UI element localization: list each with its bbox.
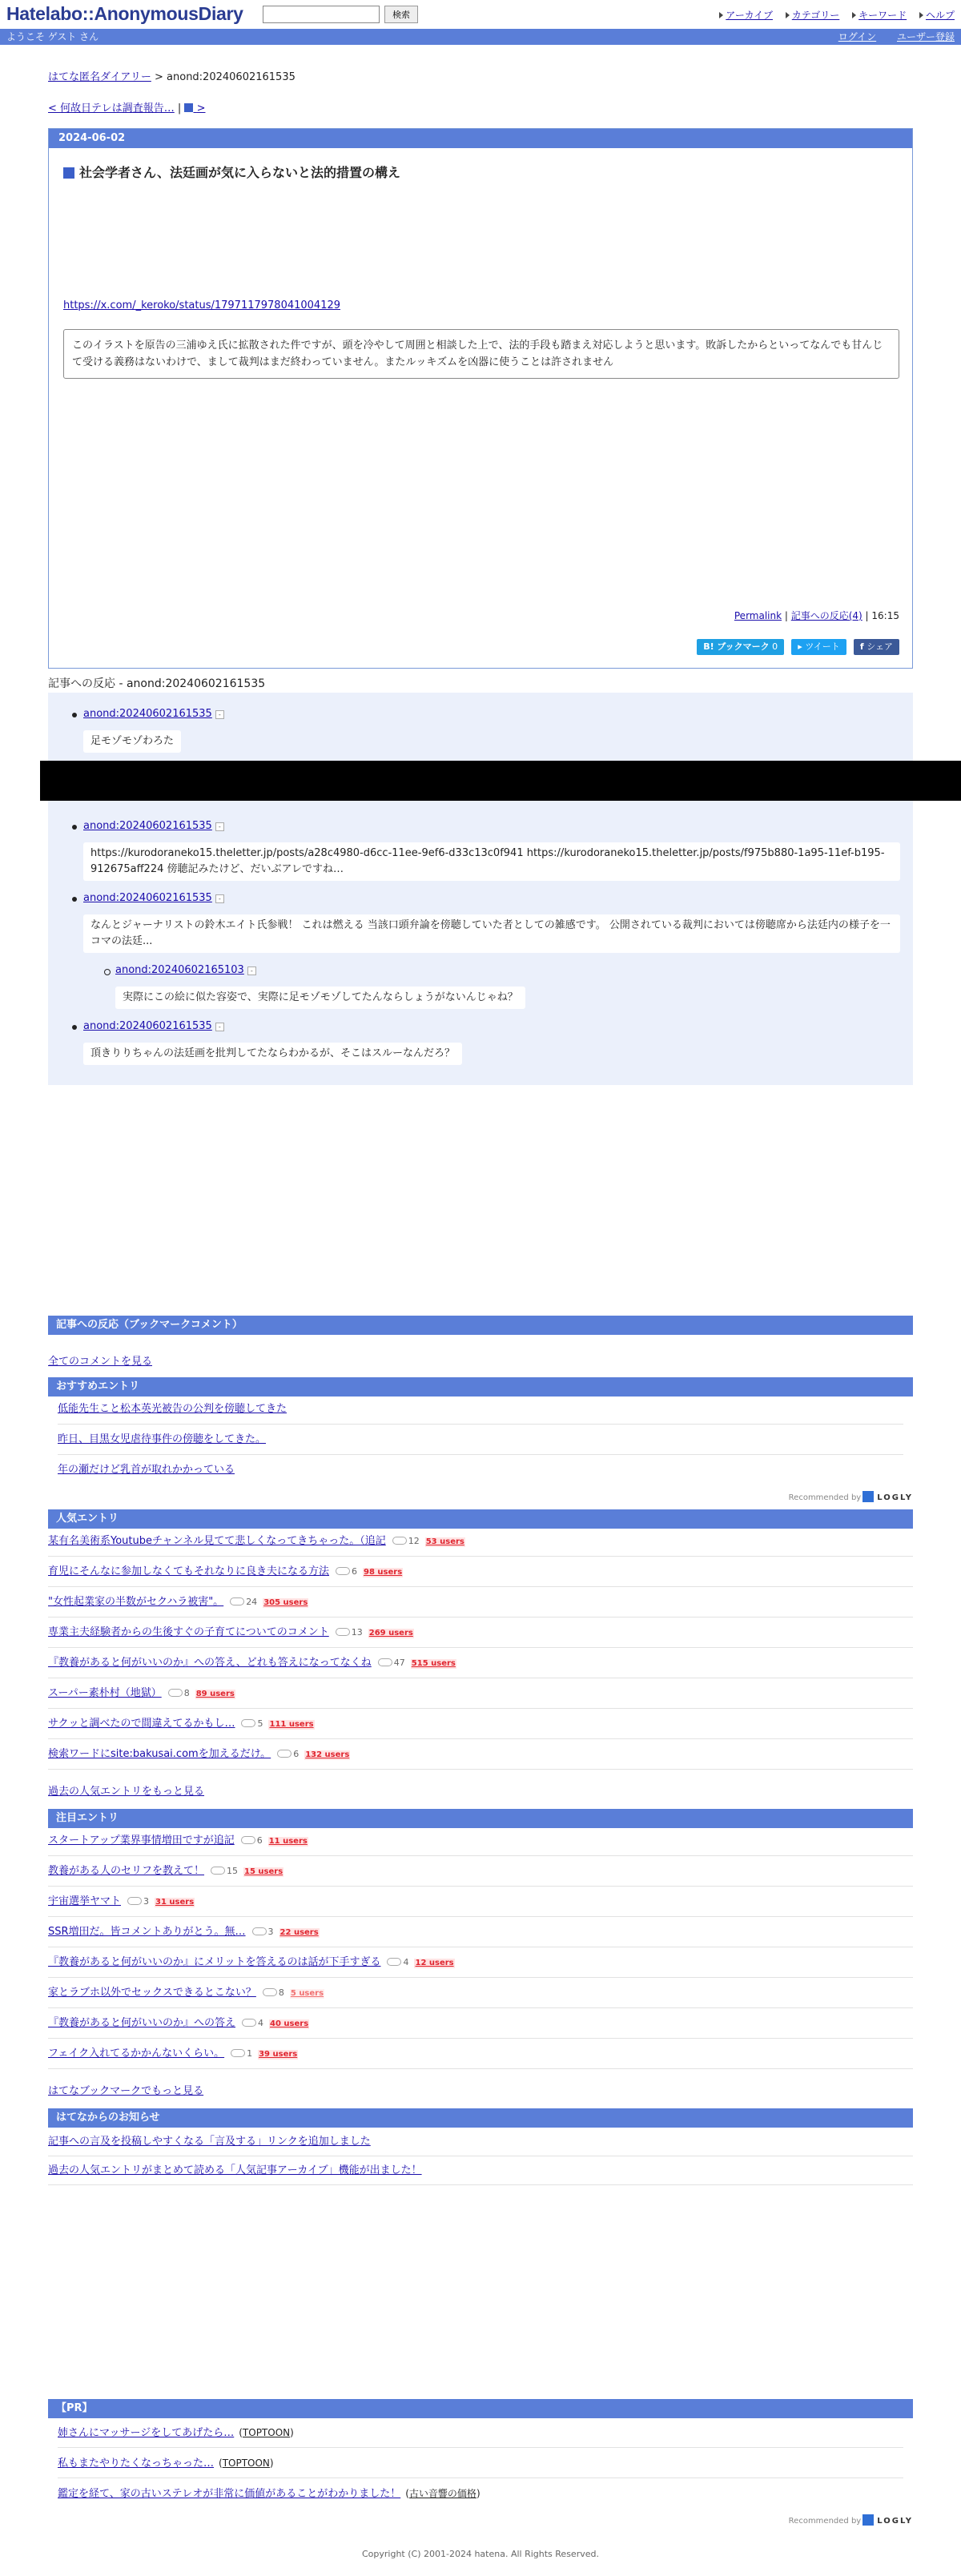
- recommended-link[interactable]: 年の瀬だけど乳首が取れかかっている: [58, 1464, 235, 1476]
- popular-entry: [48, 1739, 913, 1770]
- comment-count-value: 6: [256, 1835, 263, 1846]
- comment-count-value: 4: [403, 1957, 409, 1967]
- comment-bubble-icon: [387, 1958, 401, 1966]
- popular-entry: [48, 1648, 913, 1678]
- comment-count-value: 5: [257, 1718, 263, 1729]
- collapse-toggle-icon[interactable]: -: [215, 894, 224, 903]
- bookmark-users-badge[interactable]: 98 users: [364, 1568, 403, 1577]
- breadcrumb-current: anond:20240602161535: [167, 71, 296, 83]
- site-logo[interactable]: Hatelabo::AnonymousDiary: [6, 3, 243, 24]
- next-entry-link[interactable]: [184, 102, 205, 115]
- search-input[interactable]: [263, 6, 380, 23]
- facebook-share-label: シェア: [867, 641, 893, 652]
- pr-link[interactable]: 鑑定を経て、家の古いステレオが非常に価値があることがわかりました！: [58, 2488, 401, 2500]
- attention-entry: [48, 1826, 913, 1856]
- bookmark-users-badge[interactable]: 15 users: [244, 1867, 283, 1876]
- recommended-link[interactable]: 昨日、目黒女児虐待事件の傍聴をしてきた。: [58, 1433, 267, 1445]
- popular-entry-link[interactable]: 専業主夫経験者からの生後すぐの子育てについてのコメント: [48, 1626, 329, 1638]
- attention-entry: [48, 2039, 913, 2069]
- comment-bubble-icon: [241, 1719, 255, 1727]
- comment-count-value: 12: [408, 1536, 420, 1546]
- recommended-link[interactable]: 低能先生こと松本英光被告の公判を傍聴してきた: [58, 1403, 287, 1415]
- comment-count[interactable]: [252, 1917, 274, 1947]
- breadcrumb: [48, 68, 296, 83]
- comment-count[interactable]: [336, 1557, 357, 1587]
- entry-title: [63, 163, 400, 181]
- welcome-bar: [0, 29, 961, 45]
- response-author[interactable]: anond:20240602161535: [83, 820, 212, 832]
- comment-count-value: 1: [247, 2048, 253, 2059]
- pr-source: (TOPTOON): [219, 2457, 274, 2469]
- comment-count-value: 8: [183, 1688, 190, 1698]
- breadcrumb-separator: >: [154, 71, 163, 83]
- collapse-toggle-icon[interactable]: -: [247, 967, 256, 975]
- attention-entry: [48, 1887, 913, 1917]
- bookmark-users-badge[interactable]: 22 users: [279, 1928, 319, 1937]
- facebook-icon: f: [859, 641, 864, 652]
- comment-count[interactable]: [231, 2039, 252, 2069]
- comment-count[interactable]: [336, 1618, 363, 1648]
- comment-count[interactable]: [168, 1678, 190, 1709]
- responses-title: 記事への反応 - anond:20240602161535: [48, 677, 266, 690]
- hatena-bookmark-button[interactable]: [697, 639, 784, 655]
- facebook-share-button[interactable]: [854, 639, 899, 655]
- pr-source-link[interactable]: 古い音響の価格: [408, 2488, 476, 2499]
- nav-archive[interactable]: [719, 10, 773, 21]
- recommended-item: [58, 1425, 903, 1455]
- pr-source-link[interactable]: TOPTOON: [242, 2427, 291, 2438]
- bookmark-users-badge[interactable]: 39 users: [259, 2050, 298, 2059]
- bookmark-users-badge[interactable]: 11 users: [268, 1837, 308, 1846]
- response-text: なんとジャーナリストの鈴木エイト氏参戦！ これは燃える 当該口頭弁論を傍聴していた者としての雑感です。 公開されている裁判においては傍聴席から法廷内の様子を一コマの法廷...: [83, 914, 900, 953]
- pr-credit: [789, 2514, 913, 2526]
- notice-header: はてなからのお知らせ: [48, 2108, 913, 2128]
- popular-entry-link[interactable]: 検索ワードにsite:bakusai.comを加えるだけ。: [48, 1748, 271, 1760]
- entry-footer: Permalink | 記事への反応(4) | 16:15: [734, 610, 899, 621]
- diary-day: [48, 128, 913, 669]
- bookmark-users-badge[interactable]: 132 users: [305, 1750, 350, 1759]
- register-link[interactable]: ユーザー登録: [896, 31, 955, 42]
- logly-brand[interactable]: LOGLY: [877, 2517, 913, 2526]
- logly-brand[interactable]: LOGLY: [877, 1493, 913, 1502]
- comment-bubble-icon: [392, 1537, 407, 1545]
- collapse-toggle-icon[interactable]: -: [215, 822, 224, 831]
- popular-entry-link[interactable]: スーパー素朴村（地獄）: [48, 1687, 162, 1699]
- pr-link[interactable]: 姉さんにマッサージをしてあげたら…: [58, 2427, 235, 2439]
- bookmark-users-badge[interactable]: 515 users: [411, 1659, 456, 1668]
- comment-count[interactable]: [127, 1887, 149, 1917]
- credit-text: Recommended by: [788, 2517, 862, 2526]
- day-date: 2024-06-02: [49, 129, 912, 148]
- response-author[interactable]: anond:20240602161535: [83, 892, 212, 904]
- login-link[interactable]: ログイン: [838, 31, 877, 42]
- welcome-text: ようこそ ゲスト さん: [6, 31, 99, 42]
- notice-link[interactable]: 過去の人気エントリがまとめて読める「人気記事アーカイブ」機能が出ました！: [48, 2164, 422, 2176]
- comment-count-value: 47: [393, 1658, 405, 1668]
- top-bar: [0, 0, 961, 29]
- notice-link[interactable]: 記事への言及を投稿しやすくなる「言及する」リンクを追加しました: [48, 2136, 371, 2148]
- triangle-right-icon: [719, 12, 723, 18]
- comment-count-value: 13: [351, 1627, 363, 1638]
- comment-count[interactable]: [242, 2008, 263, 2039]
- comment-count-value: 15: [227, 1866, 239, 1876]
- nav-help[interactable]: [919, 10, 955, 21]
- entry-anchor[interactable]: [63, 165, 79, 180]
- recommended-credit: [789, 1491, 913, 1502]
- triangle-right-icon: [786, 12, 790, 18]
- entry-quote: このイラストを原告の三浦ゆえ氏に拡散された件ですが、頭を冷やして周囲と相談した上で、法的手段も踏まえ対応しようと思います。敗訴したからといってなんでも甘んじて受ける義務はないわけで、まして裁判はまだ終わっていません。またルッキズムを凶器に使うことは許されません: [63, 329, 899, 379]
- recommended-item: [58, 1455, 903, 1485]
- response-author[interactable]: anond:20240602165103: [115, 964, 244, 976]
- bird-icon: ▸: [798, 641, 802, 652]
- comment-bubble-icon: [168, 1689, 183, 1697]
- popular-entry-link[interactable]: 『教養があると何がいいのか』への答え、どれも答えになってなくね: [48, 1657, 372, 1669]
- redacted-bar: [40, 761, 961, 801]
- nav-archive-label: アーカイブ: [726, 10, 773, 21]
- bookmark-users-badge[interactable]: 89 users: [195, 1690, 235, 1698]
- breadcrumb-home[interactable]: はてな匿名ダイアリー: [48, 71, 151, 83]
- tweet-label: ツイート: [805, 641, 840, 652]
- pr-item: [58, 2478, 903, 2509]
- response-author[interactable]: anond:20240602161535: [83, 1020, 212, 1032]
- search-button[interactable]: 検索: [384, 6, 418, 23]
- all-comments-link[interactable]: 全てのコメントを見る: [48, 1356, 153, 1368]
- response-text: 足モゾモゾわろた: [83, 730, 181, 753]
- nav-keyword[interactable]: [852, 10, 907, 21]
- attention-entry-link[interactable]: SSR増田だ。皆コメントありがとう。無…: [48, 1926, 246, 1938]
- pr-link[interactable]: 私もまたやりたくなっちゃった…: [58, 2457, 215, 2470]
- popular-entry: [48, 1709, 913, 1739]
- entry-title-text: 社会学者さん、法廷画が気に入らないと法的措置の構え: [79, 165, 400, 180]
- response-author[interactable]: anond:20240602161535: [83, 708, 212, 720]
- comment-count[interactable]: [241, 1709, 263, 1739]
- comment-count-value: 24: [246, 1597, 258, 1607]
- notice-item: [48, 2156, 913, 2185]
- tweet-button[interactable]: [791, 639, 846, 655]
- popular-entry: [48, 1526, 913, 1557]
- attention-entry-link[interactable]: 宇宙選挙ヤマト: [48, 1895, 122, 1907]
- comment-count-value: 6: [352, 1566, 358, 1577]
- square-icon: [63, 167, 74, 179]
- comment-count-value: 3: [143, 1896, 150, 1907]
- triangle-right-icon: [852, 12, 856, 18]
- comment-count[interactable]: [387, 1947, 408, 1978]
- bookmark-users-badge[interactable]: 31 users: [155, 1898, 195, 1907]
- bookmark-count: 0: [772, 641, 778, 652]
- bookmark-users-badge[interactable]: 269 users: [368, 1629, 413, 1638]
- popular-header: 人気エントリ: [48, 1509, 913, 1529]
- comment-count[interactable]: [230, 1587, 257, 1618]
- popular-entry-link[interactable]: 育児にそんなに参加しなくてもそれなりに良き夫になる方法: [48, 1565, 330, 1577]
- recommended-item: [58, 1394, 903, 1425]
- attention-entry: [48, 1917, 913, 1947]
- comment-bubble-icon: [263, 1988, 277, 1996]
- responses-link[interactable]: 記事への反応(4): [790, 610, 862, 621]
- comment-bubble-icon: [211, 1867, 225, 1875]
- collapse-toggle-icon[interactable]: -: [215, 1023, 224, 1031]
- comment-bubble-icon: [378, 1658, 392, 1666]
- logly-logo-icon: [862, 1491, 874, 1502]
- nav-category-label: カテゴリー: [791, 10, 840, 21]
- comment-count[interactable]: [392, 1526, 420, 1557]
- comment-count-value: 3: [267, 1927, 274, 1937]
- pr-header: 【PR】: [48, 2399, 913, 2418]
- comment-count-value: 4: [258, 2018, 264, 2028]
- top-nav: [710, 8, 955, 22]
- attention-entry: [48, 1947, 913, 1978]
- popular-entry-link[interactable]: 某有名美術系Youtubeチャンネル見てて悲しくなってきちゃった。（追記: [48, 1535, 386, 1547]
- comment-count[interactable]: [241, 1826, 263, 1856]
- attention-entry: [48, 1856, 913, 1887]
- comment-bubble-icon: [336, 1628, 350, 1636]
- entry-external-link[interactable]: https://x.com/_keroko/status/1797117978041004129: [63, 299, 341, 311]
- credit-text: Recommended by: [788, 1493, 862, 1502]
- permalink[interactable]: Permalink: [734, 610, 782, 621]
- comment-bubble-icon: [241, 1836, 255, 1844]
- comment-bubble-icon: [252, 1927, 267, 1935]
- pr-source: (古い音響の価格): [405, 2488, 480, 2499]
- pager: [48, 99, 205, 115]
- bookmark-users-badge[interactable]: 53 users: [425, 1537, 464, 1546]
- share-buttons: [693, 639, 899, 655]
- bookmark-users-badge[interactable]: 12 users: [415, 1959, 454, 1967]
- bookmark-comments-header: 記事への反応（ブックマークコメント）: [48, 1316, 913, 1335]
- comment-count[interactable]: [263, 1978, 284, 2008]
- comment-count[interactable]: [277, 1739, 299, 1770]
- attention-entry: [48, 2008, 913, 2039]
- popular-more-link[interactable]: 過去の人気エントリをもっと見る: [48, 1786, 205, 1798]
- comment-bubble-icon: [277, 1750, 292, 1758]
- popular-entry: [48, 1618, 913, 1648]
- nav-category[interactable]: [786, 10, 840, 21]
- attention-entry: [48, 1978, 913, 2008]
- copyright: Copyright (C) 2001-2024 hatena. All Rights Reserved.: [362, 2549, 599, 2559]
- response-text: 頂きりりちゃんの法廷画を批判してたならわかるが、そこはスルーなんだろ？: [83, 1043, 462, 1065]
- attention-entry-link[interactable]: スタートアップ業界事情増田ですが追記: [48, 1835, 235, 1847]
- triangle-right-icon: [919, 12, 923, 18]
- pr-item: [58, 2417, 903, 2448]
- comment-count-value: 6: [293, 1749, 300, 1759]
- comment-bubble-icon: [127, 1897, 142, 1905]
- comment-bubble-icon: [242, 2019, 256, 2027]
- bookmark-users-badge[interactable]: 111 users: [269, 1720, 314, 1729]
- response-text: https://kurodoraneko15.theletter.jp/posts/a28c4980-d6cc-11ee-9ef6-d33c13c0f941 https://kurodoraneko15.theletter.jp/posts/f975b880-1a95-11ef-b195-912675aff224 傍聴記みたけど、だいぶアレですね…: [83, 842, 900, 881]
- attention-entry-link[interactable]: 家とラブホ以外でセックスできるとこない？: [48, 1987, 256, 1999]
- comment-bubble-icon: [230, 1597, 244, 1605]
- collapse-toggle-icon[interactable]: -: [215, 710, 224, 719]
- pager-separator: |: [177, 102, 182, 115]
- entry-time: 16:15: [871, 610, 899, 621]
- prev-entry-link[interactable]: < 何故日テレは調査報告…: [48, 102, 175, 115]
- square-icon: [184, 103, 193, 112]
- attention-entry-link[interactable]: 『教養があると何がいいのか』への答え: [48, 2017, 236, 2029]
- response-text: 実際にこの絵に似た容姿で、実際に足モゾモゾしてたんならしょうがないんじゃね？: [115, 987, 525, 1009]
- comment-count[interactable]: [378, 1648, 405, 1678]
- logly-logo-icon: [862, 2514, 874, 2526]
- nav-keyword-label: キーワード: [858, 10, 907, 21]
- bookmark-users-badge[interactable]: 5 users: [290, 1989, 324, 1998]
- pr-source-link[interactable]: TOPTOON: [222, 2457, 270, 2469]
- recommended-header: おすすめエントリ: [48, 1377, 913, 1397]
- popular-entry: [48, 1678, 913, 1709]
- notice-item: [48, 2128, 913, 2156]
- pr-item: [58, 2448, 903, 2478]
- bookmark-users-badge[interactable]: 305 users: [263, 1598, 308, 1607]
- next-entry-label: >: [196, 102, 206, 115]
- popular-entry: [48, 1557, 913, 1587]
- popular-entry-link[interactable]: サクッと調べたので間違えてるかもし…: [48, 1718, 235, 1730]
- comment-count[interactable]: [211, 1856, 238, 1887]
- attention-header: 注目エントリ: [48, 1809, 913, 1828]
- comment-bubble-icon: [336, 1567, 350, 1575]
- popular-entry-link[interactable]: "女性起業家の半数がセクハラ被害"。: [48, 1596, 224, 1608]
- comment-count-value: 8: [278, 1987, 284, 1998]
- attention-entry-link[interactable]: 『教養があると何がいいのか』にメリットを答えるのは話が下手すぎる: [48, 1956, 381, 1968]
- attention-entry-link[interactable]: フェイク入れてるかかんないくらい。: [48, 2048, 225, 2060]
- bookmark-label: B! ブックマーク: [703, 641, 770, 652]
- pr-source: (TOPTOON): [239, 2427, 294, 2438]
- popular-entry: [48, 1587, 913, 1618]
- attention-more-link[interactable]: はてなブックマークでもっと見る: [48, 2085, 204, 2097]
- attention-entry-link[interactable]: 教養がある人のセリフを教えて！: [48, 1865, 205, 1877]
- bookmark-users-badge[interactable]: 40 users: [270, 2019, 309, 2028]
- comment-bubble-icon: [231, 2049, 245, 2057]
- nav-help-label: ヘルプ: [925, 10, 955, 21]
